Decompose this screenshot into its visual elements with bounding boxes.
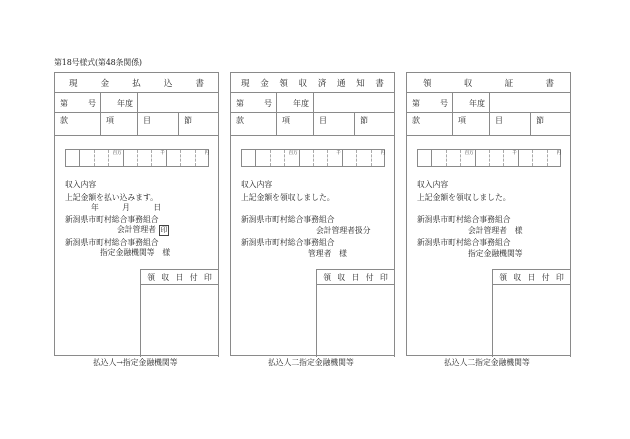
role-text: 会計管理者扱分	[316, 226, 371, 235]
amount-digit	[461, 150, 475, 166]
title-char: 金	[260, 78, 269, 89]
moku-field[interactable]	[138, 113, 179, 135]
moku-field[interactable]	[314, 113, 355, 135]
setsu-label: 節	[536, 116, 544, 125]
setsu-label: 節	[184, 116, 192, 125]
stamp-char: 日	[527, 272, 536, 282]
organization-name: 新潟県市町村総合事務組合	[65, 215, 159, 224]
amount-digit	[181, 150, 195, 166]
amount-digit	[196, 150, 210, 166]
title-char: 証	[504, 78, 514, 89]
kou-field[interactable]	[277, 113, 314, 135]
organization-name: 新潟県市町村総合事務組合	[65, 238, 159, 247]
title-char: 通	[337, 78, 346, 89]
organization-name: 新潟県市町村総合事務組合	[241, 238, 335, 247]
moku-label: 目	[495, 116, 503, 125]
amount-digit	[95, 150, 109, 166]
unit-million: 百万	[112, 151, 122, 156]
form-title	[407, 73, 570, 93]
moku-label: 目	[319, 116, 327, 125]
content-label: 収入内容	[241, 180, 273, 189]
stamp-char: 日	[175, 272, 184, 282]
receipt-date-stamp-box[interactable]	[492, 269, 571, 357]
kou-label: 項	[458, 116, 466, 125]
amount-digit	[343, 150, 357, 166]
organization-name: 新潟県市町村総合事務組合	[241, 215, 335, 224]
stamp-char: 印	[555, 272, 564, 282]
amount-digit	[418, 150, 432, 166]
setsu-field[interactable]	[531, 113, 571, 135]
kou-field[interactable]	[101, 113, 138, 135]
title-char: 現	[241, 78, 250, 89]
title-char: 金	[100, 78, 110, 89]
form-title	[55, 73, 218, 93]
seal-icon: 印	[160, 226, 168, 234]
content-label: 収入内容	[65, 180, 97, 189]
amount-box[interactable]	[65, 149, 209, 167]
unit-million: 百万	[288, 151, 298, 156]
go-label: 号	[88, 99, 96, 108]
amount-digit	[242, 150, 256, 166]
amount-digit	[80, 150, 94, 166]
form-title	[231, 73, 394, 93]
moku-label: 目	[143, 116, 151, 125]
statement-text: 上記金額を領収しました。	[241, 193, 335, 202]
unit-thousand: 千	[512, 151, 517, 156]
statement-text: 上記金額を払い込みます。	[65, 193, 158, 202]
stamp-char: 収	[337, 272, 346, 282]
stamp-char: 領	[499, 272, 507, 282]
amount-digit	[432, 150, 446, 166]
title-char: 知	[356, 78, 365, 89]
year-label: 年度	[117, 99, 133, 108]
receipt-certificate-form	[406, 72, 571, 356]
cash-receipt-notice-form	[230, 72, 395, 356]
role-text: 会計管理者	[117, 225, 156, 234]
organization-name: 新潟県市町村総合事務組合	[417, 238, 511, 247]
number-field[interactable]	[407, 93, 453, 112]
receipt-date-stamp-box[interactable]	[140, 269, 219, 357]
number-label: 第	[236, 99, 244, 108]
statement-text: 上記金額を領収しました。	[417, 193, 511, 202]
amount-digit	[124, 150, 138, 166]
year-label: 年度	[469, 99, 485, 108]
kou-label: 項	[282, 116, 290, 125]
title-char: 書	[545, 78, 554, 89]
number-label: 第	[60, 99, 68, 108]
title-char: 書	[375, 78, 384, 89]
setsu-field[interactable]	[179, 113, 219, 135]
form-caption: 払込人→指定金融機関等	[93, 358, 178, 367]
number-field[interactable]	[55, 93, 101, 112]
unit-yen: 円	[556, 151, 561, 156]
amount-digit	[256, 150, 270, 166]
title-char: 領	[279, 78, 288, 89]
account-classification-row	[407, 113, 570, 136]
recipient-text: 管理者 様	[308, 249, 347, 258]
unit-million: 百万	[464, 151, 474, 156]
stamp-char: 領	[147, 272, 155, 282]
amount-digit	[109, 150, 123, 166]
title-char: 込	[163, 78, 173, 89]
amount-digit	[152, 150, 166, 166]
organization-name: 新潟県市町村総合事務組合	[417, 215, 511, 224]
recipient-text: 指定金融機関等 様	[100, 248, 171, 257]
amount-box[interactable]	[417, 149, 561, 167]
kou-field[interactable]	[453, 113, 490, 135]
stamp-header	[317, 270, 394, 285]
amount-digit	[447, 150, 461, 166]
amount-box[interactable]	[241, 149, 385, 167]
unit-thousand: 千	[160, 151, 165, 156]
account-classification-row	[231, 113, 394, 136]
kan-field[interactable]	[407, 113, 453, 135]
unit-thousand: 千	[336, 151, 341, 156]
amount-digit	[548, 150, 562, 166]
stamp-char: 付	[365, 272, 374, 282]
fiscal-year-field[interactable]	[101, 93, 138, 112]
stamp-char: 印	[203, 272, 212, 282]
amount-digit	[357, 150, 371, 166]
stamp-char: 日	[351, 272, 360, 282]
amount-digit	[285, 150, 299, 166]
amount-digit	[328, 150, 342, 166]
number-row	[407, 93, 570, 113]
title-char: 収	[463, 78, 473, 89]
title-char: 領	[423, 78, 432, 89]
fiscal-year-field[interactable]	[277, 93, 314, 112]
accountant-line	[117, 224, 169, 236]
form-style-label: 第18号様式(第48条関係)	[54, 58, 142, 67]
amount-digit	[519, 150, 533, 166]
form-caption: 払込人⼆指定金融機関等	[268, 358, 354, 367]
kou-label: 項	[106, 116, 114, 125]
stamp-char: 印	[379, 272, 388, 282]
kan-field[interactable]	[231, 113, 277, 135]
stamp-header	[141, 270, 218, 285]
amount-digit	[300, 150, 314, 166]
title-char: 払	[132, 78, 141, 89]
number-field[interactable]	[231, 93, 277, 112]
amount-digit	[314, 150, 328, 166]
amount-digit	[271, 150, 285, 166]
number-label: 第	[412, 99, 420, 108]
amount-digit	[533, 150, 547, 166]
recipient-text: 会計管理者 様	[468, 226, 523, 235]
amount-digit	[138, 150, 152, 166]
form-caption: 払込人⼆指定金融機関等	[444, 358, 530, 367]
setsu-field[interactable]	[355, 113, 395, 135]
number-row	[55, 93, 218, 113]
role-text: 指定金融機関等	[468, 249, 523, 258]
title-char: 収	[298, 78, 308, 89]
receipt-date-stamp-box[interactable]	[316, 269, 395, 357]
payment-slip-form	[54, 72, 219, 356]
title-char: 書	[195, 78, 204, 89]
title-char: 済	[317, 78, 327, 89]
amount-digit	[490, 150, 504, 166]
number-row	[231, 93, 394, 113]
stamp-char: 収	[161, 272, 170, 282]
kan-field[interactable]	[55, 113, 101, 135]
title-char: 現	[69, 78, 78, 89]
unit-yen: 円	[380, 151, 385, 156]
stamp-char: 付	[541, 272, 550, 282]
account-classification-row	[55, 113, 218, 136]
stamp-char: 収	[513, 272, 522, 282]
amount-digit	[504, 150, 518, 166]
go-label: 号	[264, 99, 272, 108]
fiscal-year-field[interactable]	[453, 93, 490, 112]
amount-digit	[66, 150, 80, 166]
kan-label: 款	[412, 116, 420, 125]
content-label: 収入内容	[417, 180, 449, 189]
stamp-char: 領	[323, 272, 331, 282]
kan-label: 款	[60, 116, 68, 125]
setsu-label: 節	[360, 116, 368, 125]
stamp-header	[493, 270, 570, 285]
go-label: 号	[440, 99, 448, 108]
amount-digit	[372, 150, 386, 166]
unit-yen: 円	[204, 151, 209, 156]
date-line: 年 月 日	[91, 203, 162, 212]
year-label: 年度	[293, 99, 309, 108]
amount-digit	[476, 150, 490, 166]
kan-label: 款	[236, 116, 244, 125]
stamp-char: 付	[189, 272, 198, 282]
amount-digit	[167, 150, 181, 166]
moku-field[interactable]	[490, 113, 531, 135]
